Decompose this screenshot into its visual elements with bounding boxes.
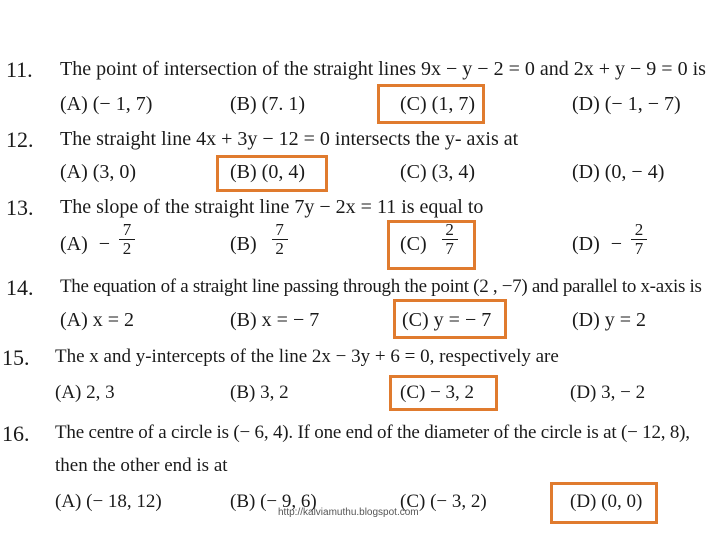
option-d: (D) 3, − 2 — [570, 382, 646, 403]
option-c: (C) (3, 4) — [400, 161, 475, 183]
option-a: (A) (− 1, 7) — [60, 93, 153, 115]
watermark-url: http://kalviamuthu.blogspot.com — [278, 507, 419, 518]
denominator: 2 — [275, 239, 284, 258]
answer-highlight-box — [216, 155, 328, 192]
option-c: (C) − 3, 2 — [400, 382, 475, 403]
denominator: 7 — [445, 239, 454, 258]
fraction — [631, 221, 647, 258]
option-b: (B) x = − 7 — [230, 309, 320, 331]
numerator: 7 — [122, 220, 132, 239]
option-label: (D) — [572, 233, 600, 256]
question-number: 16. — [2, 421, 30, 446]
option-d: (D) y = 2 — [572, 309, 647, 331]
option-a: (A) 2, 3 — [55, 382, 115, 403]
option-label: (B) — [230, 233, 257, 256]
numerator: 2 — [445, 220, 454, 239]
question-number: 12. — [6, 127, 34, 152]
option-d: (D) (0, 0) — [570, 491, 643, 512]
denominator: 2 — [122, 239, 132, 258]
option-c: (C) (− 3, 2) — [400, 491, 487, 512]
fraction — [119, 221, 135, 258]
fraction — [272, 221, 288, 258]
option-c: (C) y = − 7 — [402, 309, 492, 331]
question-stem: The x and y-intercepts of the line 2x − 3y + 6 = 0, respectively are — [55, 346, 559, 367]
question-stem: The point of intersection of the straight lines 9x − y − 2 = 0 and 2x + y − 9 = 0 is — [60, 58, 706, 80]
option-a: (A) (3, 0) — [60, 161, 137, 183]
option-b — [230, 220, 288, 258]
answer-highlight-box — [389, 375, 498, 411]
option-a: (A) x = 2 — [60, 309, 135, 331]
option-b: (B) (7. 1) — [230, 93, 305, 115]
option-d: (D) (− 1, − 7) — [572, 93, 681, 115]
option-b: (B) (− 9, 6) — [230, 491, 317, 512]
option-c: (C) (1, 7) — [400, 93, 475, 115]
option-d — [572, 220, 647, 258]
option-d: (D) (0, − 4) — [572, 161, 665, 183]
question-stem: The straight line 4x + 3y − 12 = 0 intersects the y- axis at — [60, 128, 519, 150]
question-number: 13. — [6, 195, 34, 220]
question-stem-line2: then the other end is at — [55, 455, 228, 476]
question-number: 11. — [6, 57, 33, 82]
question-stem: The equation of a straight line passing through the point (2 , −7) and parallel to x-axis is — [60, 276, 702, 297]
question-stem: The slope of the straight line 7y − 2x = 11 is equal to — [60, 196, 484, 218]
option-b: (B) (0, 4) — [230, 161, 305, 183]
answer-highlight-box — [550, 482, 658, 524]
answer-highlight-box — [377, 84, 485, 124]
question-number: 15. — [2, 345, 30, 370]
question-stem: The centre of a circle is (− 6, 4). If one end of the diameter of the circle is at (− 12, 8), — [55, 422, 690, 443]
denominator: 7 — [634, 239, 644, 258]
answer-highlight-box — [387, 220, 476, 270]
answer-highlight-box — [393, 299, 507, 339]
option-a: (A) (− 18, 12) — [55, 491, 162, 512]
numerator: 7 — [275, 220, 284, 239]
question-number: 14. — [6, 275, 34, 300]
option-label: (A) — [60, 233, 88, 256]
fraction-sign: − — [98, 233, 111, 256]
fraction-sign: − — [610, 233, 623, 256]
option-label: (C) — [400, 233, 427, 256]
numerator: 2 — [634, 220, 644, 239]
option-a — [60, 220, 135, 258]
option-b: (B) 3, 2 — [230, 382, 289, 403]
